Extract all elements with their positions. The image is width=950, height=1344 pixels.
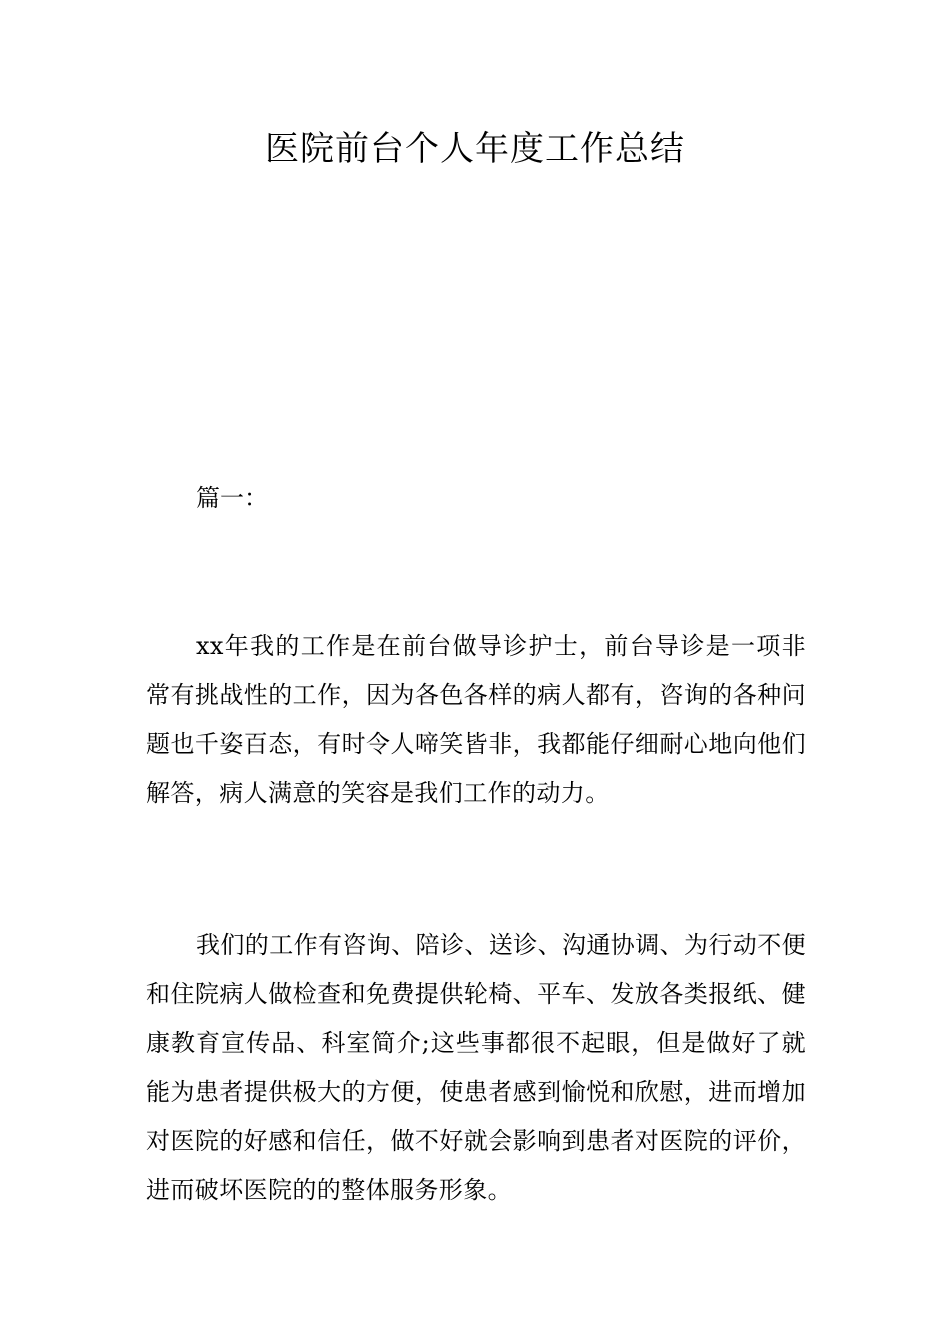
paragraph-1: xx年我的工作是在前台做导诊护士，前台导诊是一项非常有挑战性的工作，因为各色各样的病人都有，咨询的各种问题也千姿百态，有时令人啼笑皆非，我都能仔细耐心地向他们解答，病人满意的笑容是我们工作的动力。 <box>146 632 806 807</box>
section-label: 篇一： <box>196 484 268 512</box>
paragraph-2: 我们的工作有咨询、陪诊、送诊、沟通协调、为行动不便和住院病人做检查和免费提供轮椅、平车、发放各类报纸、健康教育宣传品、科室简介;这些事都很不起眼，但是做好了就能为患者提供极大的方便，使患者感到愉悦和欣慰，进而增加对医院的好感和信任，做不好就会影响到患者对医院的评价，进而破坏医院的的整体服务形象。 <box>146 931 806 1204</box>
page-title: 医院前台个人年度工作总结 <box>265 129 685 169</box>
